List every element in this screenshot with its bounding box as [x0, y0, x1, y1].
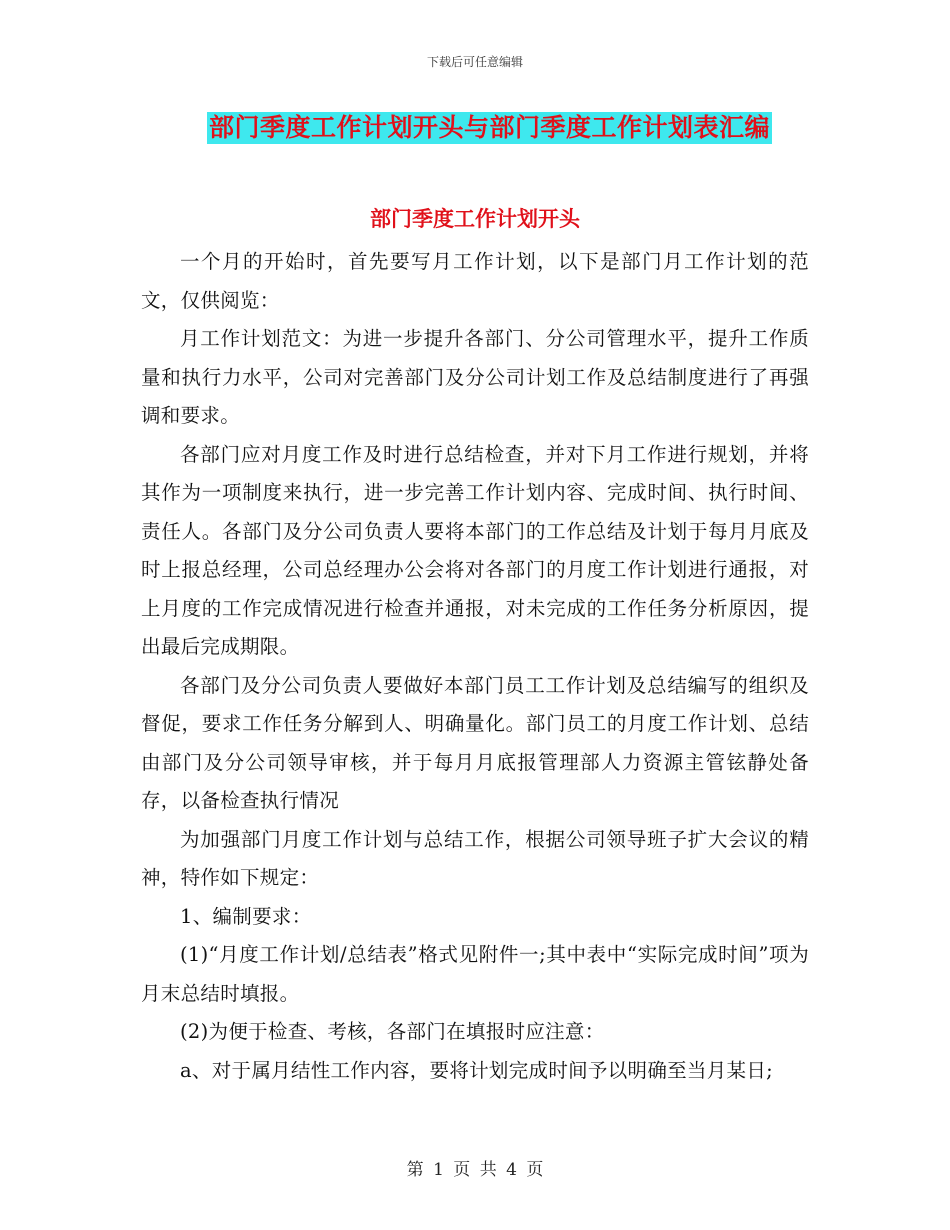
document-body [141, 243, 809, 1090]
paragraph: 月工作计划范文：为进一步提升各部门、分公司管理水平，提升工作质量和执行力水平，公司对完善部门及分公司计划工作及总结制度进行了再强调和要求。 [141, 327, 809, 427]
paragraph: 各部门及分公司负责人要做好本部门员工工作计划及总结编写的组织及督促，要求工作任务分解到人、明确量化。部门员工的月度工作计划、总结由部门及分公司领导审核，并于每月月底报管理部人力资源主管铉静处备存，以备检查执行情况 [141, 673, 809, 812]
document-title: 部门季度工作计划开头与部门季度工作计划表汇编 [209, 113, 771, 142]
section-heading: 部门季度工作计划开头 [370, 207, 580, 231]
paragraph: a、对于属月结性工作内容，要将计划完成时间予以明确至当月某日; [180, 1058, 773, 1082]
page-header-note: 下载后可任意编辑 [426, 55, 523, 69]
paragraph: 各部门应对月度工作及时进行总结检查，并对下月工作进行规划，并将其作为一项制度来执行，进一步完善工作计划内容、完成时间、执行时间、责任人。各部门及分公司负责人要将本部门的工作总结及计划于每月月底及时上报总经理，公司总经理办公会将对各部门的月度工作计划进行通报，对上月度的工作完成情况进行检查并通报，对未完成的工作任务分析原因，提出最后完成期限。 [141, 442, 809, 658]
paragraph: 1、编制要求： [180, 904, 312, 928]
page-footer: 第 1 页 共 4 页 [406, 1160, 544, 1180]
paragraph: 为加强部门月度工作计划与总结工作，根据公司领导班子扩大会议的精神，特作如下规定： [141, 827, 809, 889]
paragraph: (2)为便于检查、考核，各部门在填报时应注意： [180, 1020, 605, 1043]
paragraph: (1)“月度工作计划/总结表”格式见附件一;其中表中“实际完成时间”项为月末总结时填报。 [141, 943, 809, 1005]
paragraph: 一个月的开始时，首先要写月工作计划，以下是部门月工作计划的范文，仅供阅览： [141, 250, 809, 312]
